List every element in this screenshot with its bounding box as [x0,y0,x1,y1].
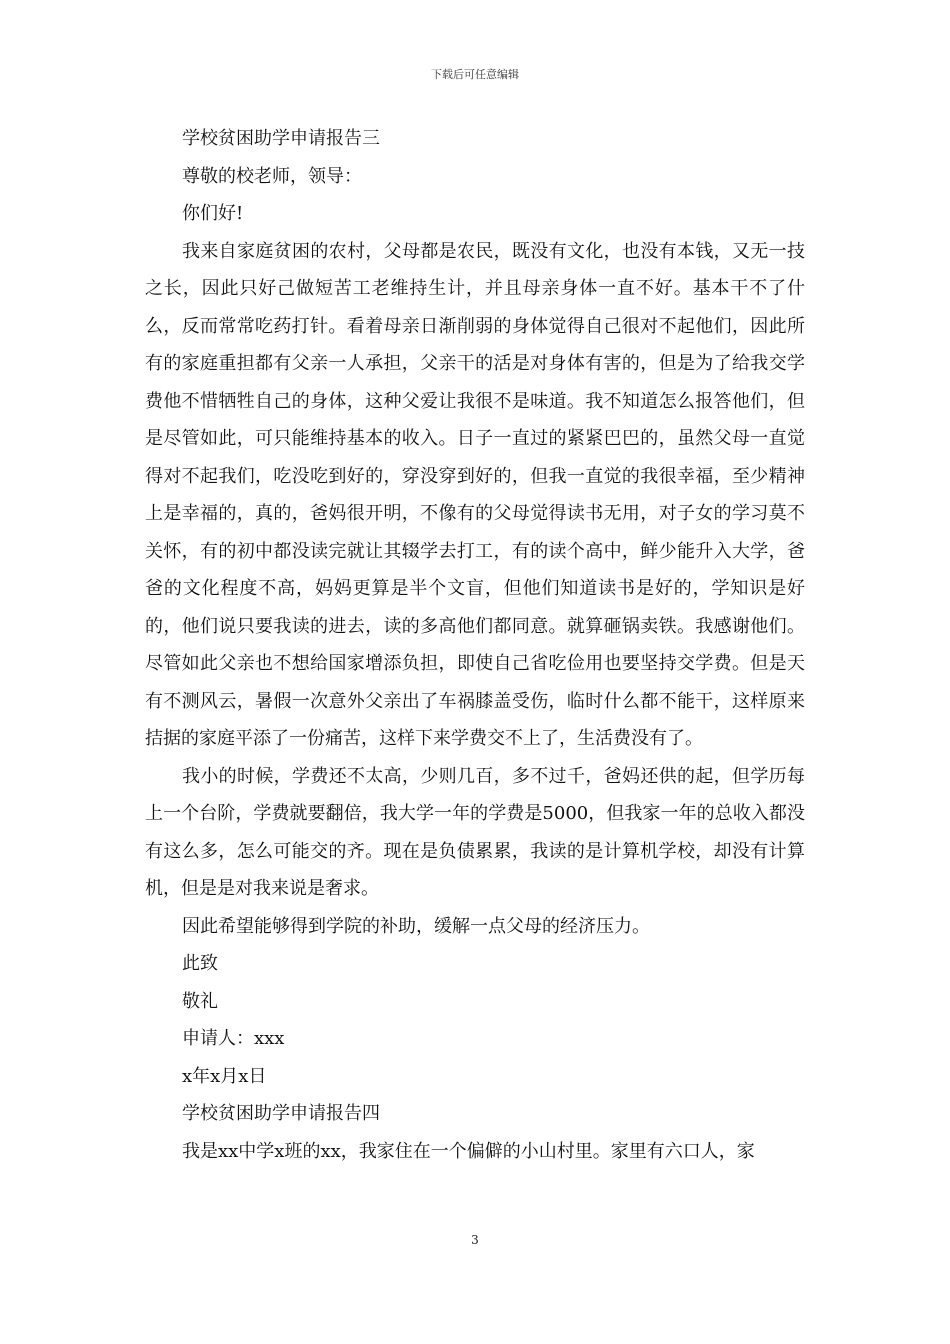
document-body [145,120,805,1170]
paragraph-intro-4: 我是xx中学x班的xx，我家住在一个偏僻的小山村里。家里有六口人，家 [182,1140,755,1162]
applicant-line: 申请人：xxx [182,1028,285,1049]
salutation: 尊敬的校老师，领导： [182,165,362,187]
page-number: 3 [471,1233,479,1247]
report-title-3: 学校贫困助学申请报告三 [182,128,380,149]
paragraph-family-background: 我来自家庭贫困的农村，父母都是农民，既没有文化，也没有本钱，又无一技之长，因此只好己做短苦工老维持生计，并且母亲身体一直不好。基本干不了什么，反而常常吃药打针。看着母亲日渐削弱的身体觉得自己很对不起他们，因此所有的家庭重担都有父亲一人承担，父亲干的活是对身体有害的，但是为了给我交学费他不惜牺牲自己的身体，这种父爱让我很不是味道。我不知道怎么报答他们，但是尽管如此，可只能维持基本的收入。日子一直过的紧紧巴巴的，虽然父母一直觉得对不起我们，吃没吃到好的，穿没穿到好的，但我一直觉的我很幸福，至少精神上是幸福的，真的，爸妈很开明，不像有的父母觉得读书无用，对子女的学习莫不关怀，有的初中都没读完就让其辍学去打工，有的读个高中，鲜少能升入大学，爸爸的文化程度不高，妈妈更算是半个文盲，但他们知道读书是好的，学知识是好的，他们说只要我读的进去，读的多高他们都同意。就算砸锅卖铁。我感谢他们。尽管如此父亲也不想给国家增添负担，即使自己省吃俭用也要坚持交学费。但是天有不测风云，暑假一次意外父亲出了车祸膝盖受伤，临时什么都不能干，这样原来拮据的家庭平添了一份痛苦，这样下来学费交不上了，生活费没有了。 [145,240,805,749]
paragraph-tuition: 我小的时候，学费还不太高，少则几百，多不过千，爸妈还供的起，但学历每上一个台阶，学费就要翻倍，我大学一年的学费是5000，但我家一年的总收入都没有这么多，怎么可能交的齐。现在是负债累累，我读的是计算机学校，却没有计算机，但是是对我来说是奢求。 [145,765,805,899]
paragraph-request: 因此希望能够得到学院的补助，缓解一点父母的经济压力。 [182,915,650,937]
closing-cizhi: 此致 [182,953,218,974]
page-header: 下载后可任意编辑 [431,68,519,81]
date-line: x年x月x日 [182,1065,267,1087]
greeting: 你们好! [182,203,244,224]
closing-jingli: 敬礼 [182,990,218,1012]
report-title-4: 学校贫困助学申请报告四 [182,1103,380,1124]
